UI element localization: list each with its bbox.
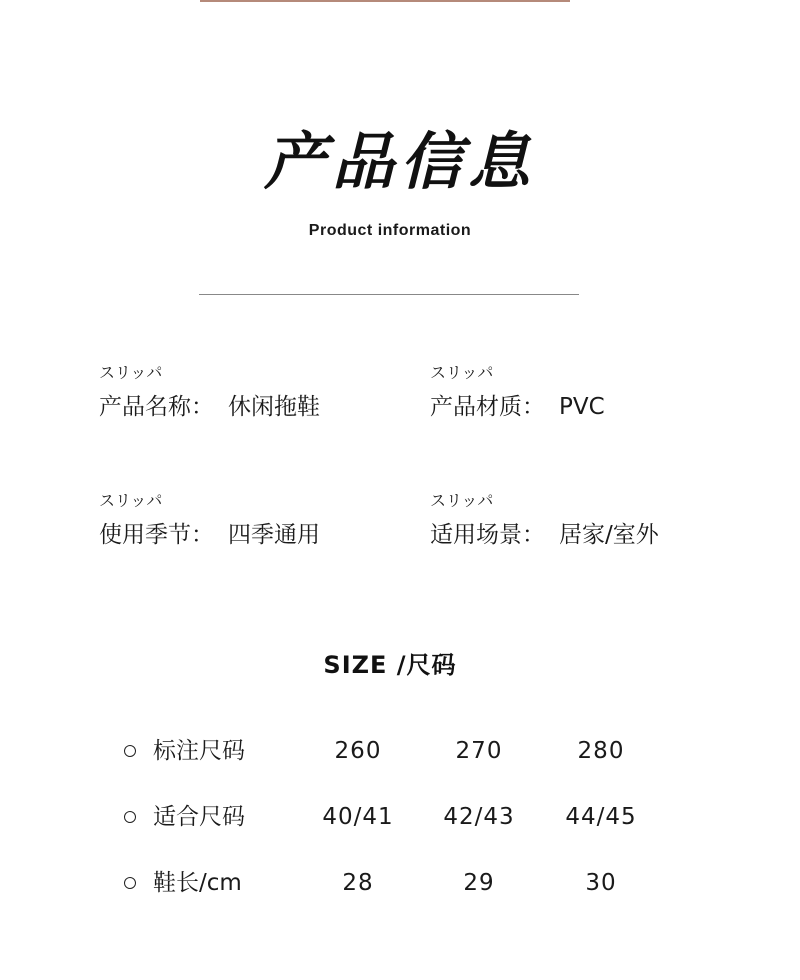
- info-value: 四季通用: [228, 522, 320, 548]
- info-key: 适用场景：: [430, 522, 545, 548]
- page-subtitle: Product information: [308, 222, 472, 239]
- info-row: [430, 392, 605, 422]
- size-cell: 260: [334, 738, 382, 764]
- info-tag: スリッパ: [430, 363, 494, 382]
- info-value: 居家/室外: [559, 522, 659, 548]
- info-row: [430, 520, 659, 550]
- size-cell: 30: [585, 870, 617, 896]
- info-row: [99, 520, 320, 550]
- info-tag: スリッパ: [99, 491, 163, 510]
- size-cell: 42/43: [443, 804, 515, 830]
- size-row-label: 标注尺码: [153, 738, 245, 764]
- size-section-title: SIZE /尺码: [323, 651, 457, 679]
- divider: [199, 294, 579, 295]
- page-title: 产品信息: [263, 125, 536, 198]
- info-row: [99, 392, 320, 422]
- info-item-material: [430, 362, 605, 422]
- info-item-scene: [430, 490, 659, 550]
- info-key: 产品材质：: [430, 394, 545, 420]
- size-cell: 270: [455, 738, 503, 764]
- circle-bullet-icon: [124, 877, 136, 889]
- size-row: [0, 867, 800, 901]
- info-tag: スリッパ: [99, 363, 163, 382]
- info-item-season: [99, 490, 320, 550]
- info-value: PVC: [559, 394, 605, 420]
- size-cell: 29: [463, 870, 495, 896]
- info-key: 产品名称：: [99, 394, 214, 420]
- size-cell: 44/45: [565, 804, 637, 830]
- size-row: [0, 735, 800, 769]
- size-row-label: 适合尺码: [153, 804, 245, 830]
- info-value: 休闲拖鞋: [228, 394, 320, 420]
- size-row: [0, 801, 800, 835]
- info-item-name: [99, 362, 320, 422]
- top-decor-strip: [200, 0, 570, 2]
- size-row-label: 鞋长/cm: [153, 870, 242, 896]
- info-tag: スリッパ: [430, 491, 494, 510]
- size-cell: 40/41: [322, 804, 394, 830]
- info-key: 使用季节：: [99, 522, 214, 548]
- size-cell: 280: [577, 738, 625, 764]
- circle-bullet-icon: [124, 745, 136, 757]
- size-cell: 28: [342, 870, 374, 896]
- circle-bullet-icon: [124, 811, 136, 823]
